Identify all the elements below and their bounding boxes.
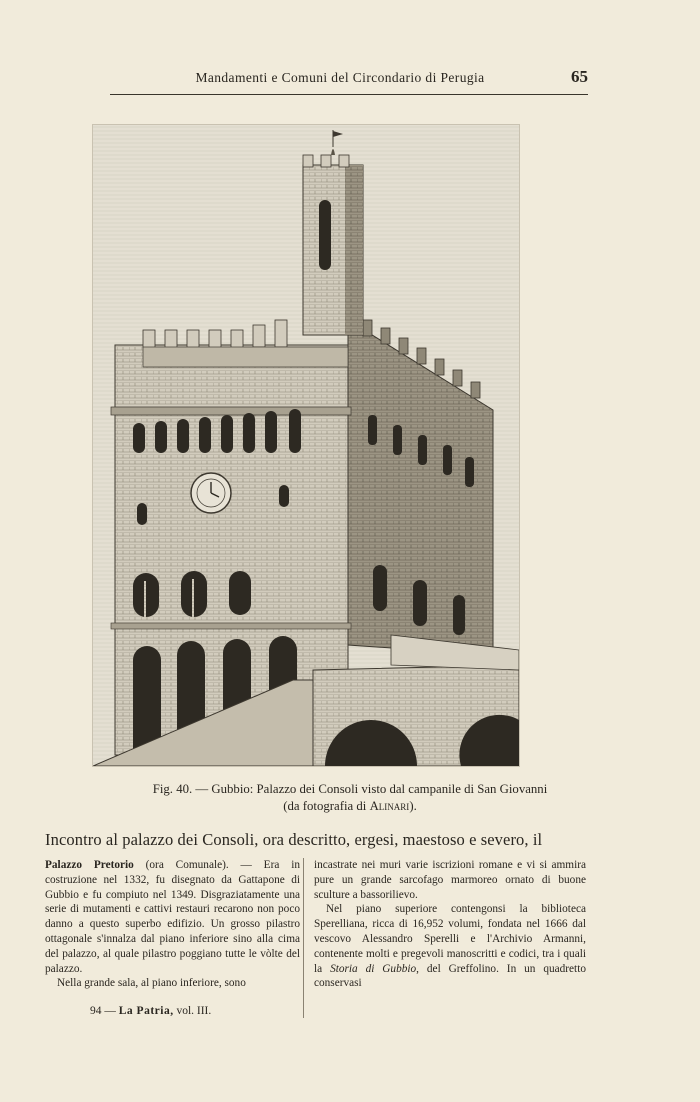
- left-paragraph-2: Nella grande sala, al piano inferiore, sono: [57, 977, 246, 990]
- right-paragraph-2-text-b: , del Greffolino. In un quadretto conservasi: [314, 962, 586, 990]
- signature-volume: vol. III.: [176, 1005, 212, 1017]
- left-column: [45, 858, 300, 991]
- page-number: 65: [571, 67, 588, 86]
- figure-caption: [80, 781, 620, 815]
- caption-line-1: Fig. 40. — Gubbio: Palazzo dei Consoli visto dal campanile di San Giovanni: [152, 782, 548, 796]
- caption-photographer: Alinari: [369, 799, 410, 813]
- signature-number: 94: [90, 1005, 102, 1017]
- caption-suffix: ).: [409, 799, 417, 813]
- palazzo-pretorio-heading: Palazzo Pretorio: [45, 859, 134, 871]
- left-paragraph-1-text: (ora Comunale). — Era in costruzione nel 1332, fu disegnato da Gattapone di Gubbio e fu compiuto nel 1349. Disgraziatamente una serie di mutamenti e cattivi restauri recarono non poco danno a questo superbo edifizio. Un grosso pilastro ottagonale s'innalza dal piano inferiore sino alla cima del palazzo, al quale pilastro poggiano tutte le vòlte del palazzo.: [45, 859, 300, 975]
- running-title: Mandamenti e Comuni del Circondario di Perugia: [195, 70, 485, 85]
- engraving-illustration: [93, 125, 519, 766]
- signature-title: La Patria,: [118, 1005, 174, 1017]
- right-paragraph-1: incastrate nei muri varie iscrizioni romane e vi si ammira pure un grande sarcofago marmoreo ornato di buone sculture a bassorilievo.: [314, 859, 586, 901]
- left-paragraph-1: [45, 858, 300, 976]
- caption-prefix: (da fotografia di: [283, 799, 370, 813]
- right-paragraph-2: [314, 902, 586, 991]
- page-header: [110, 67, 588, 92]
- signature-dash: —: [104, 1005, 116, 1017]
- column-divider: [303, 858, 304, 1018]
- right-paragraph-2-text-a: Nel piano superiore contengonsi la biblioteca Sperelliana, ricca di 16,952 volumi, fondata nel 1666 dal vescovo Alessandro Sperelli e l'Archivio Armanni, contenente molti e pregevoli manoscritti e codici, tra i quali la: [314, 903, 586, 975]
- caption-line-2: [80, 798, 620, 815]
- header-rule: [110, 94, 588, 95]
- storia-di-gubbio-title: Storia di Gubbio: [330, 962, 417, 975]
- lead-line: Incontro al palazzo dei Consoli, ora descritto, ergesi, maestoso e severo, il: [45, 830, 543, 849]
- engraving-palazzo-dei-consoli: [92, 124, 520, 767]
- printer-signature: [90, 1005, 290, 1017]
- right-column: [314, 858, 586, 991]
